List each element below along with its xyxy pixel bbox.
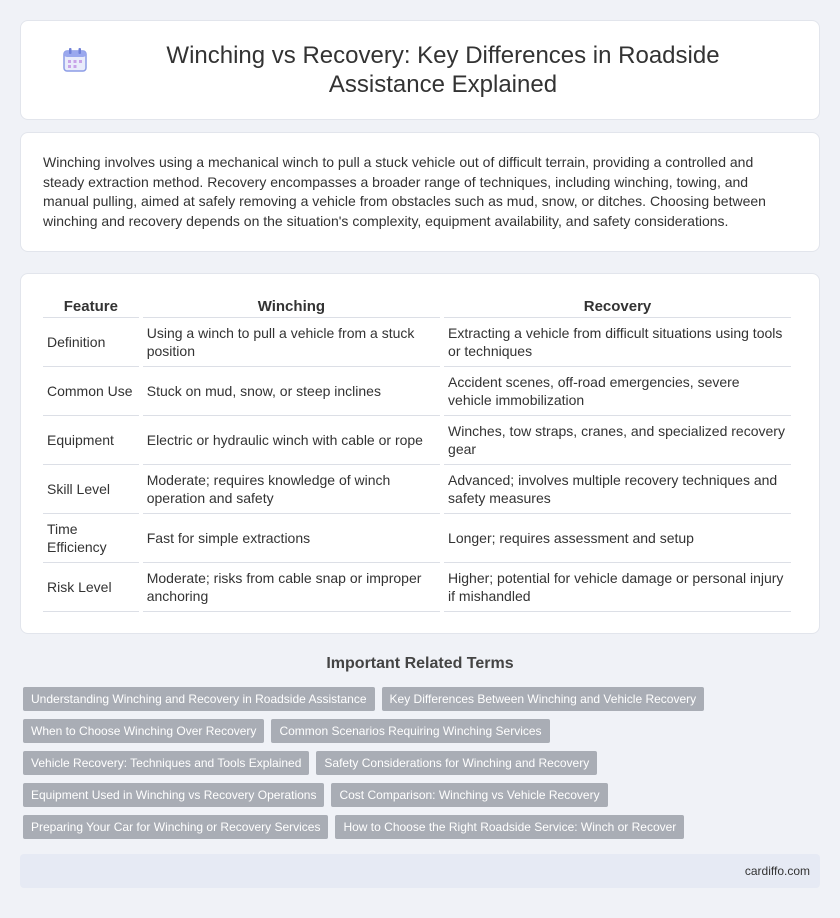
winching-cell: Fast for simple extractions: [143, 514, 440, 563]
feature-cell: Common Use: [43, 367, 139, 416]
related-term-link[interactable]: Cost Comparison: Winching vs Vehicle Recovery: [331, 783, 607, 807]
tag-row: [23, 719, 823, 743]
winching-cell: Using a winch to pull a vehicle from a stuck position: [143, 318, 440, 367]
table-row: [43, 416, 791, 465]
recovery-cell: Winches, tow straps, cranes, and specialized recovery gear: [444, 416, 791, 465]
related-term-link[interactable]: Key Differences Between Winching and Vehicle Recovery: [382, 687, 705, 711]
feature-cell: Risk Level: [43, 563, 139, 612]
recovery-cell: Accident scenes, off-road emergencies, severe vehicle immobilization: [444, 367, 791, 416]
recovery-cell: Higher; potential for vehicle damage or personal injury if mishandled: [444, 563, 791, 612]
page-title: Winching vs Recovery: Key Differences in Roadside Assistance Explained: [166, 42, 720, 98]
recovery-cell: Longer; requires assessment and setup: [444, 514, 791, 563]
table-row: [43, 465, 791, 514]
feature-cell: Skill Level: [43, 465, 139, 514]
winching-cell: Moderate; risks from cable snap or improper anchoring: [143, 563, 440, 612]
header-card: [20, 20, 820, 120]
tag-row: [23, 687, 823, 711]
winching-cell: Moderate; requires knowledge of winch operation and safety: [143, 465, 440, 514]
tag-row: [23, 783, 823, 807]
title-wrap: [60, 41, 780, 99]
intro-paragraph: Winching involves using a mechanical winch to pull a stuck vehicle out of difficult terrain, providing a controlled and steady extraction method. Recovery encompasses a broader range of techniques, including winching, towing, and manual pulling, aimed at safely removing a vehicle from obstacles such as mud, snow, or ditches. Choosing between winching and recovery depends on the situation's complexity, equipment availability, and safety considerations.: [43, 154, 766, 229]
header-feature: Feature: [43, 294, 139, 318]
related-term-link[interactable]: Preparing Your Car for Winching or Recovery Services: [23, 815, 328, 839]
related-term-link[interactable]: Understanding Winching and Recovery in Roadside Assistance: [23, 687, 375, 711]
related-terms-heading: Important Related Terms: [326, 655, 514, 672]
intro-card: [20, 132, 820, 252]
table-row: [43, 514, 791, 563]
table-row: [43, 563, 791, 612]
feature-cell: Equipment: [43, 416, 139, 465]
tag-row: [23, 815, 823, 839]
related-terms-list: [23, 687, 823, 847]
recovery-cell: Extracting a vehicle from difficult situations using tools or techniques: [444, 318, 791, 367]
winching-cell: Stuck on mud, snow, or steep inclines: [143, 367, 440, 416]
related-term-link[interactable]: Vehicle Recovery: Techniques and Tools Explained: [23, 751, 309, 775]
comparison-table: [39, 294, 795, 612]
related-term-link[interactable]: Equipment Used in Winching vs Recovery Operations: [23, 783, 324, 807]
feature-cell: Time Efficiency: [43, 514, 139, 563]
table-header-row: [43, 294, 791, 318]
related-term-link[interactable]: How to Choose the Right Roadside Service: Winch or Recover: [335, 815, 684, 839]
header-recovery: Recovery: [444, 294, 791, 318]
related-term-link[interactable]: Safety Considerations for Winching and Recovery: [316, 751, 597, 775]
site-name[interactable]: cardiffo.com: [744, 864, 810, 878]
comparison-card: [20, 273, 820, 634]
feature-cell: Definition: [43, 318, 139, 367]
recovery-cell: Advanced; involves multiple recovery techniques and safety measures: [444, 465, 791, 514]
table-row: [43, 367, 791, 416]
footer: [20, 854, 820, 888]
related-term-link[interactable]: When to Choose Winching Over Recovery: [23, 719, 264, 743]
winching-cell: Electric or hydraulic winch with cable or rope: [143, 416, 440, 465]
tag-row: [23, 751, 823, 775]
related-term-link[interactable]: Common Scenarios Requiring Winching Services: [271, 719, 549, 743]
header-winching: Winching: [143, 294, 440, 318]
table-row: [43, 318, 791, 367]
calendar-icon: [62, 47, 88, 73]
